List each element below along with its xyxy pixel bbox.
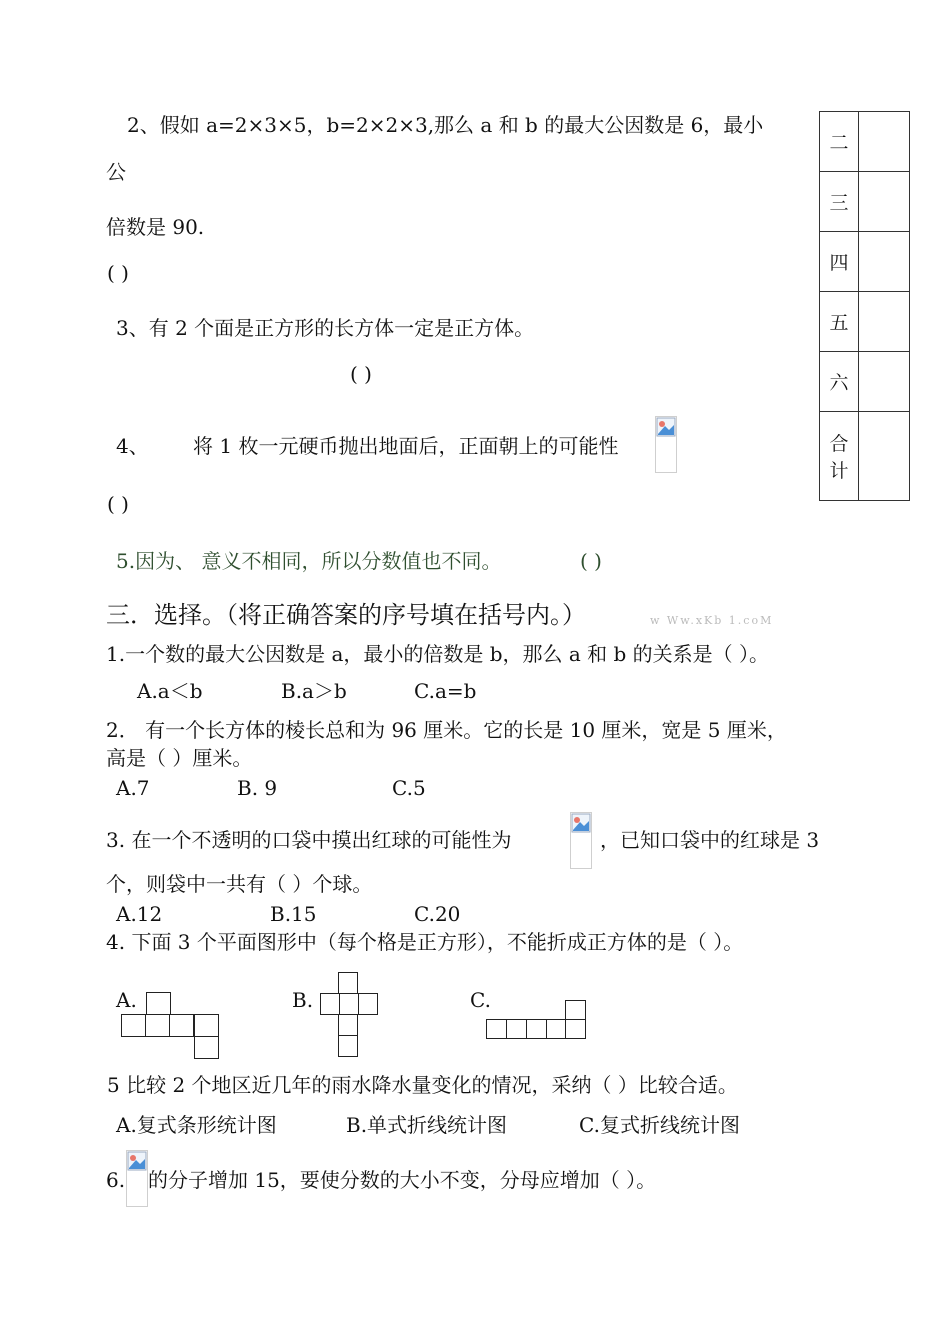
choice-q3-part1: 3. 在一个不透明的口袋中摸出红球的可能性为: [106, 828, 512, 852]
net-label-c[interactable]: C.: [470, 988, 491, 1012]
section-title: 三．选择。（将正确答案的序号填在括号内。）: [106, 601, 586, 629]
net-label-a[interactable]: A.: [116, 988, 137, 1012]
score-row-label: 二: [820, 112, 859, 172]
choice-q2-option-a[interactable]: A.7: [116, 776, 150, 800]
choice-q3-line2: 个，则袋中一共有（ ）个球。: [106, 872, 373, 896]
choice-q1: 1.一个数的最大公因数是 a，最小的倍数是 b，那么 a 和 b 的关系是（ ）。: [106, 642, 770, 666]
choice-q5-option-a[interactable]: A.复式条形统计图: [116, 1113, 277, 1137]
choice-q5-option-b[interactable]: B.单式折线统计图: [346, 1113, 508, 1137]
choice-q2-option-b[interactable]: B. 9: [237, 776, 278, 800]
choice-q5: 5 比较 2 个地区近几年的雨水降水量变化的情况，采纳（ ）比较合适。: [107, 1073, 738, 1097]
judge-q4-number: 4、: [116, 434, 149, 458]
judge-q5: 5.因为、 意义不相同，所以分数值也不同。: [116, 549, 502, 573]
score-row-label: 六: [820, 352, 859, 412]
watermark: w Ww.xKb 1.coM: [650, 614, 774, 627]
judge-q2-answer-paren[interactable]: ( ): [107, 261, 129, 285]
judge-q4-answer-paren[interactable]: ( ): [107, 492, 129, 516]
score-cell[interactable]: [859, 352, 910, 412]
choice-q2-option-c[interactable]: C.5: [392, 776, 426, 800]
choice-q1-option-b[interactable]: B.a＞b: [281, 679, 347, 703]
score-table: [819, 111, 910, 501]
judge-q3: 3、有 2 个面是正方形的长方体一定是正方体。: [116, 316, 535, 340]
choice-q3-option-a[interactable]: A.12: [116, 902, 163, 926]
score-cell[interactable]: [859, 172, 910, 232]
choice-q3-option-b[interactable]: B.15: [270, 902, 317, 926]
judge-q3-answer-paren[interactable]: ( ): [350, 362, 372, 386]
choice-q6-text: 的分子增加 15，要使分数的大小不变，分母应增加（ ）。: [148, 1168, 657, 1192]
net-label-b[interactable]: B.: [292, 988, 314, 1012]
score-total-label: 合 计: [820, 412, 859, 501]
broken-image-icon: [655, 416, 677, 473]
choice-q1-option-a[interactable]: A.a＜b: [137, 679, 203, 703]
judge-q2-line2: 公: [106, 160, 126, 184]
choice-q6-number: 6.: [106, 1168, 126, 1192]
judge-q2-line3: 倍数是 90.: [106, 215, 205, 239]
score-cell[interactable]: [859, 112, 910, 172]
score-total-cell[interactable]: [859, 412, 910, 501]
judge-q2-line1: 2、假如 a=2×3×5，b=2×2×3,那么 a 和 b 的最大公因数是 6，最小: [127, 113, 764, 137]
score-row-label: 三: [820, 172, 859, 232]
broken-image-icon: [570, 812, 592, 869]
score-cell[interactable]: [859, 292, 910, 352]
choice-q3-part2: ，已知口袋中的红球是 3: [600, 828, 820, 852]
choice-q4: 4. 下面 3 个平面图形中（每个格是正方形），不能折成正方体的是（ ）。: [106, 930, 744, 954]
choice-q5-option-c[interactable]: C.复式折线统计图: [579, 1113, 740, 1137]
judge-q4-text: 将 1 枚一元硬币抛出地面后，正面朝上的可能性: [193, 434, 619, 458]
judge-q5-answer-paren[interactable]: ( ): [580, 549, 602, 573]
score-row-label: 五: [820, 292, 859, 352]
score-cell[interactable]: [859, 232, 910, 292]
choice-q2-line1: 2． 有一个长方体的棱长总和为 96 厘米。它的长是 10 厘米，宽是 5 厘米，: [106, 718, 787, 742]
choice-q2-line2: 高是（ ）厘米。: [106, 746, 253, 770]
score-row-label: 四: [820, 232, 859, 292]
broken-image-icon: [126, 1150, 148, 1207]
choice-q1-option-c[interactable]: C.a=b: [414, 679, 477, 703]
choice-q3-option-c[interactable]: C.20: [414, 902, 461, 926]
